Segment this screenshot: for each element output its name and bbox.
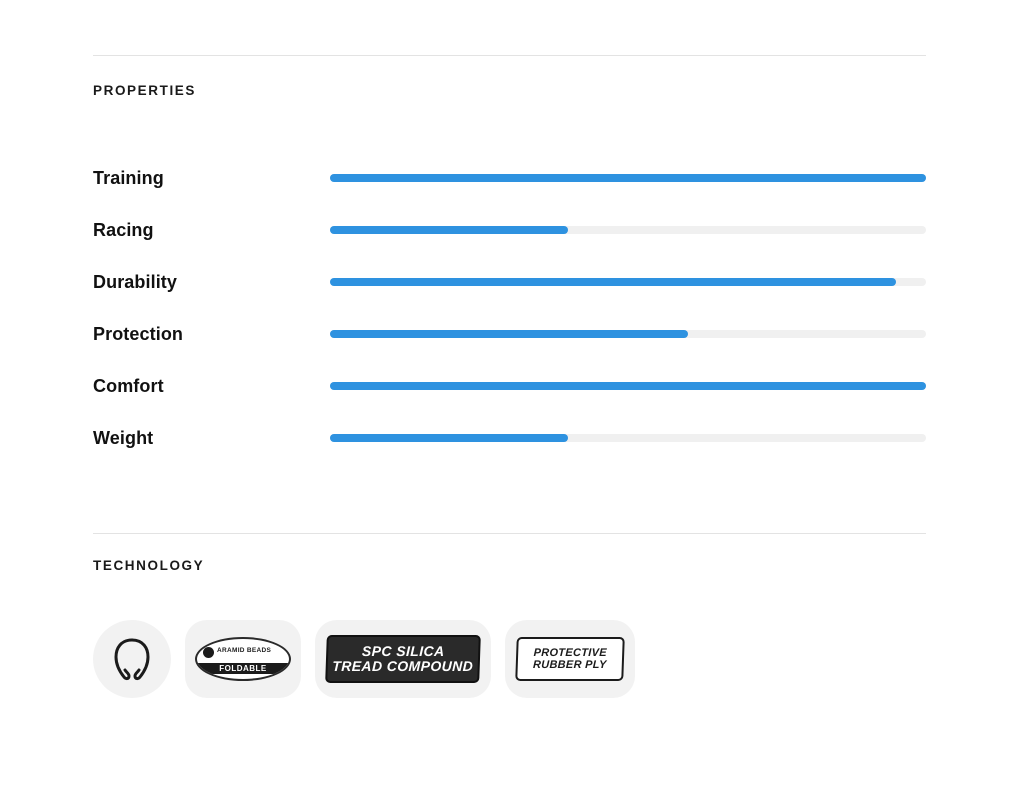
property-row bbox=[93, 160, 926, 212]
technology-badge-list bbox=[93, 620, 635, 698]
property-row bbox=[93, 316, 926, 368]
badge-clincher-bead bbox=[93, 620, 171, 698]
property-label: Racing bbox=[93, 220, 154, 240]
aramid-line1: ARAMID BEADS bbox=[217, 647, 272, 654]
property-bar-fill bbox=[330, 278, 896, 286]
spc-silica-line1: SPC SILICA bbox=[361, 642, 445, 659]
protective-rubber-ply-line2: RUBBER PLY bbox=[532, 659, 607, 671]
spc-silica-plaque bbox=[325, 635, 481, 683]
property-bar-fill bbox=[330, 382, 926, 390]
clincher-bead-icon bbox=[112, 636, 152, 682]
property-bar-track bbox=[330, 434, 926, 442]
property-row bbox=[93, 420, 926, 472]
badge-protective-rubber-ply bbox=[505, 620, 635, 698]
property-bar-track bbox=[330, 330, 926, 338]
aramid-oval-label bbox=[195, 637, 291, 681]
property-bar-fill bbox=[330, 226, 568, 234]
property-bar-track bbox=[330, 382, 926, 390]
aramid-line2: FOLDABLE bbox=[197, 663, 289, 674]
spc-silica-line2: TREAD COMPOUND bbox=[332, 658, 474, 674]
property-row bbox=[93, 264, 926, 316]
property-bar-track bbox=[330, 278, 926, 286]
property-label: Durability bbox=[93, 272, 178, 292]
property-bar-track bbox=[330, 174, 926, 182]
protective-rubber-ply-plaque bbox=[515, 637, 625, 681]
property-row bbox=[93, 212, 926, 264]
aramid-dot-icon bbox=[203, 647, 214, 658]
property-bar-fill bbox=[330, 174, 926, 182]
property-label: Training bbox=[93, 168, 164, 188]
property-label: Comfort bbox=[93, 376, 164, 396]
property-row bbox=[93, 368, 926, 420]
property-bar-fill bbox=[330, 330, 688, 338]
technology-section-title: TECHNOLOGY bbox=[93, 558, 205, 573]
badge-aramid-beads-foldable bbox=[185, 620, 301, 698]
divider-top bbox=[93, 55, 926, 56]
property-label: Weight bbox=[93, 428, 154, 448]
divider-middle bbox=[93, 533, 926, 534]
protective-rubber-ply-line1: PROTECTIVE bbox=[533, 646, 608, 659]
property-bar-fill bbox=[330, 434, 568, 442]
properties-section-title: PROPERTIES bbox=[93, 83, 197, 98]
property-label: Protection bbox=[93, 324, 184, 344]
properties-bar-chart bbox=[93, 160, 926, 472]
badge-spc-silica-tread-compound bbox=[315, 620, 491, 698]
property-bar-track bbox=[330, 226, 926, 234]
